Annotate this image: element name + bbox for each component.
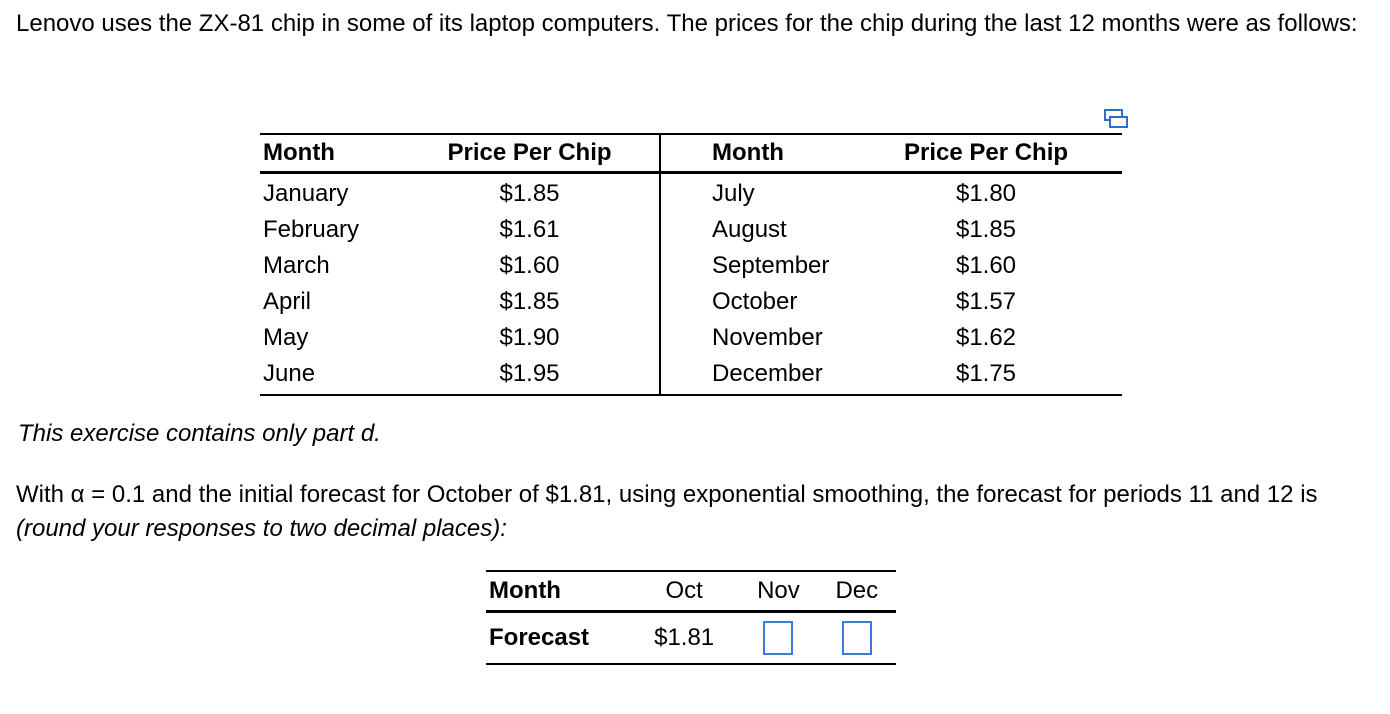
header-month-2: Month — [712, 139, 784, 166]
question-text — [16, 478, 1381, 546]
forecast-oct-value: $1.81 — [654, 624, 715, 651]
forecast-table — [486, 570, 896, 665]
forecast-header-row — [486, 571, 896, 612]
table-row — [260, 320, 1122, 356]
price-cell: $1.75 — [955, 360, 1017, 387]
problem-intro: Lenovo uses the ZX-81 chip in some of its laptop computers. The prices for the chip during the last 12 months were as follows: — [16, 10, 1358, 37]
month-cell: February — [263, 216, 360, 243]
table-row — [260, 212, 1122, 248]
question-prefix: With α = 0.1 and the initial forecast for October of $1.81, using exponential smoothing, the forecast for periods 11 and 12 is — [16, 481, 1318, 508]
month-cell: June — [263, 360, 316, 387]
forecast-nov-input[interactable] — [763, 621, 793, 655]
month-cell: October — [712, 288, 798, 315]
month-cell: November — [712, 324, 823, 351]
forecast-row — [486, 612, 896, 665]
forecast-header-dec: Dec — [835, 577, 879, 604]
price-cell: $1.60 — [400, 248, 660, 284]
price-cell: $1.90 — [400, 320, 660, 356]
price-cell: $1.61 — [400, 212, 660, 248]
table-row — [260, 248, 1122, 284]
price-cell: $1.62 — [955, 324, 1017, 351]
header-price-2: Price Per Chip — [903, 139, 1069, 166]
month-cell: March — [263, 252, 330, 279]
price-table — [260, 133, 1122, 396]
month-cell: August — [712, 216, 787, 243]
month-cell: April — [263, 288, 312, 315]
table-row — [260, 173, 1122, 213]
price-cell: $1.85 — [955, 216, 1017, 243]
forecast-nov-cell — [739, 612, 817, 665]
header-month-1: Month — [263, 139, 335, 166]
month-cell: May — [263, 324, 309, 351]
forecast-dec-cell — [818, 612, 896, 665]
price-cell: $1.95 — [400, 356, 660, 395]
part-note: This exercise contains only part d. — [18, 420, 381, 447]
forecast-header-month: Month — [489, 577, 561, 604]
price-cell: $1.60 — [955, 252, 1017, 279]
price-cell: $1.57 — [955, 288, 1017, 315]
forecast-header-oct: Oct — [665, 577, 703, 604]
table-row — [260, 356, 1122, 395]
price-table-header-row — [260, 134, 1122, 173]
month-cell: December — [712, 360, 823, 387]
month-cell: July — [712, 180, 755, 207]
copy-table-icon[interactable] — [1104, 108, 1128, 130]
question-rounding-instruction: (round your responses to two decimal places): — [16, 515, 507, 542]
price-cell: $1.85 — [400, 173, 660, 213]
forecast-dec-input[interactable] — [842, 621, 872, 655]
price-cell: $1.85 — [400, 284, 660, 320]
month-cell: January — [263, 180, 349, 207]
forecast-row-label: Forecast — [489, 624, 590, 651]
price-cell: $1.80 — [955, 180, 1017, 207]
forecast-header-nov: Nov — [757, 577, 800, 604]
table-row — [260, 284, 1122, 320]
month-cell: September — [712, 252, 830, 279]
header-price-1: Price Per Chip — [400, 134, 660, 173]
